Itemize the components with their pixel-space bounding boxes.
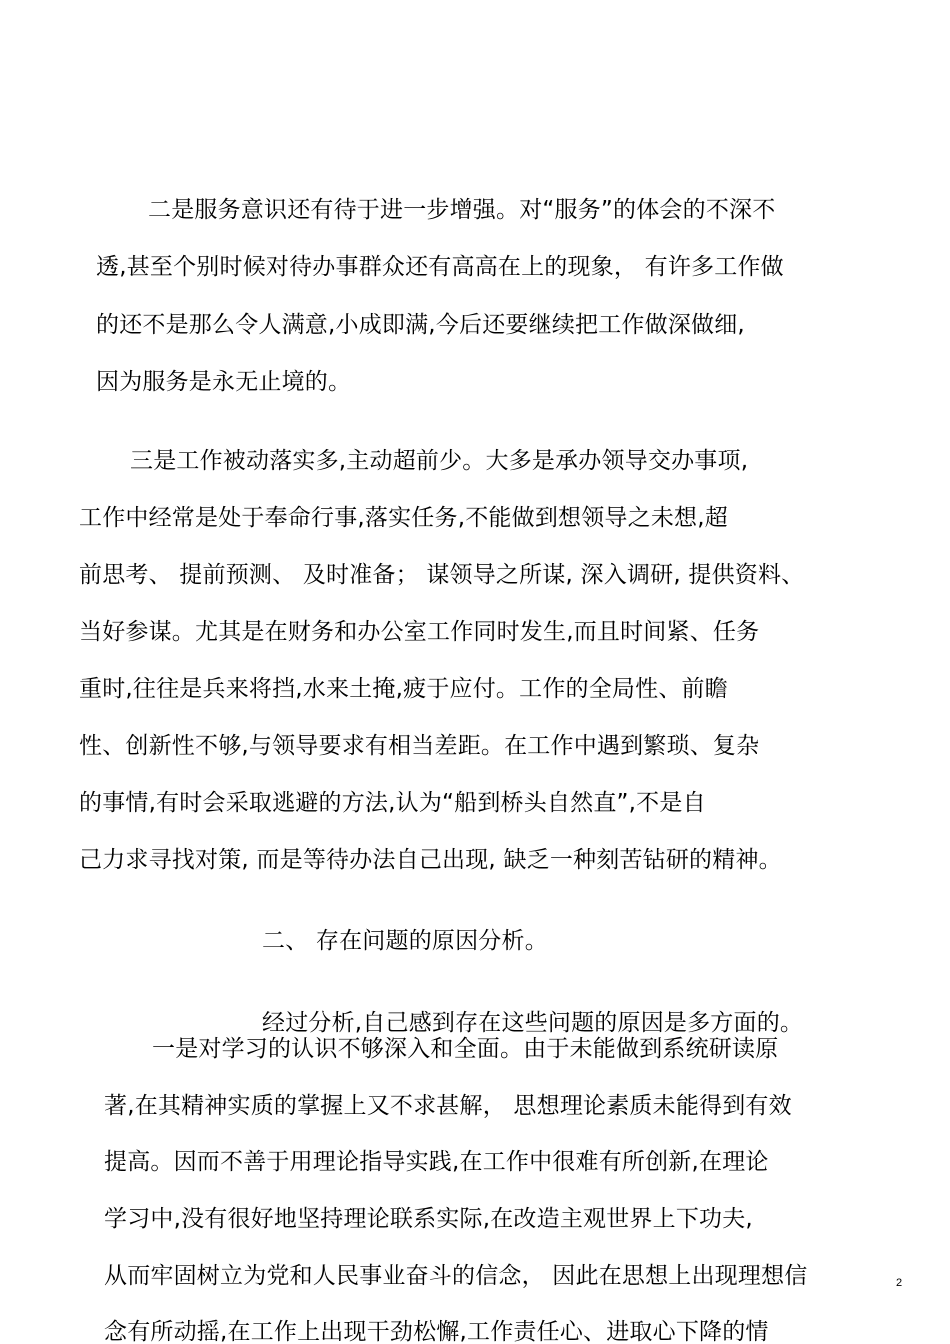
analysis-intro: 经过分析,自己感到存在这些问题的原因是多方面的。 — [262, 1010, 804, 1036]
paragraph-service-line-3: 的还不是那么令人满意,小成即满,今后还要继续把工作做深做细, — [96, 312, 745, 338]
paragraph-study-line-2: 著,在其精神实质的掌握上又不求甚解， 思想理论素质未能得到有效 — [104, 1093, 792, 1119]
paragraph-study-line-4: 学习中,没有很好地坚持理论联系实际,在改造主观世界上下功夫, — [104, 1206, 753, 1232]
paragraph-passive-line-1: 三是工作被动落实多,主动超前少。大多是承办领导交办事项, — [130, 448, 749, 474]
paragraph-study-line-6: 念有所动摇,在工作上出现干劲松懈,工作责任心、进取心下降的情 — [104, 1319, 769, 1344]
paragraph-passive-line-2: 工作中经常是处于奉命行事,落实任务,不能做到想领导之未想,超 — [79, 505, 728, 531]
paragraph-service-line-1: 二是服务意识还有待于进一步增强。对“服务”的体会的不深不 — [148, 197, 776, 223]
paragraph-study-line-3: 提高。因而不善于用理论指导实践,在工作中很难有所创新,在理论 — [104, 1149, 769, 1175]
page-number: 2 — [896, 1277, 903, 1289]
paragraph-study-line-1: 一是对学习的认识不够深入和全面。由于未能做到系统研读原 — [152, 1036, 779, 1062]
section-heading: 二、 存在问题的原因分析。 — [262, 928, 548, 954]
paragraph-study-line-5: 从而牢固树立为党和人民事业奋斗的信念， 因此在思想上出现理想信 — [104, 1263, 808, 1289]
paragraph-service-line-2: 透,甚至个别时候对待办事群众还有高高在上的现象， 有许多工作做 — [96, 254, 784, 280]
paragraph-passive-line-8: 己力求寻找对策, 而是等待办法自己出现, 缺乏一种刻苦钻研的精神。 — [79, 847, 782, 873]
paragraph-passive-line-6: 性、创新性不够,与领导要求有相当差距。在工作中遇到繁琐、复杂 — [79, 733, 760, 759]
paragraph-service-line-4: 因为服务是永无止境的。 — [96, 369, 352, 395]
paragraph-passive-line-5: 重时,往往是兵来将挡,水来土掩,疲于应付。工作的全局性、前瞻 — [79, 676, 728, 702]
paragraph-passive-line-3: 前思考、 提前预测、 及时准备； 谋领导之所谋, 深入调研, 提供资料、 — [79, 562, 805, 588]
paragraph-passive-line-7: 的事情,有时会采取逃避的方法,认为“船到桥头自然直”,不是自 — [79, 790, 706, 816]
paragraph-passive-line-4: 当好参谋。尤其是在财务和办公室工作同时发生,而且时间紧、任务 — [79, 619, 760, 645]
